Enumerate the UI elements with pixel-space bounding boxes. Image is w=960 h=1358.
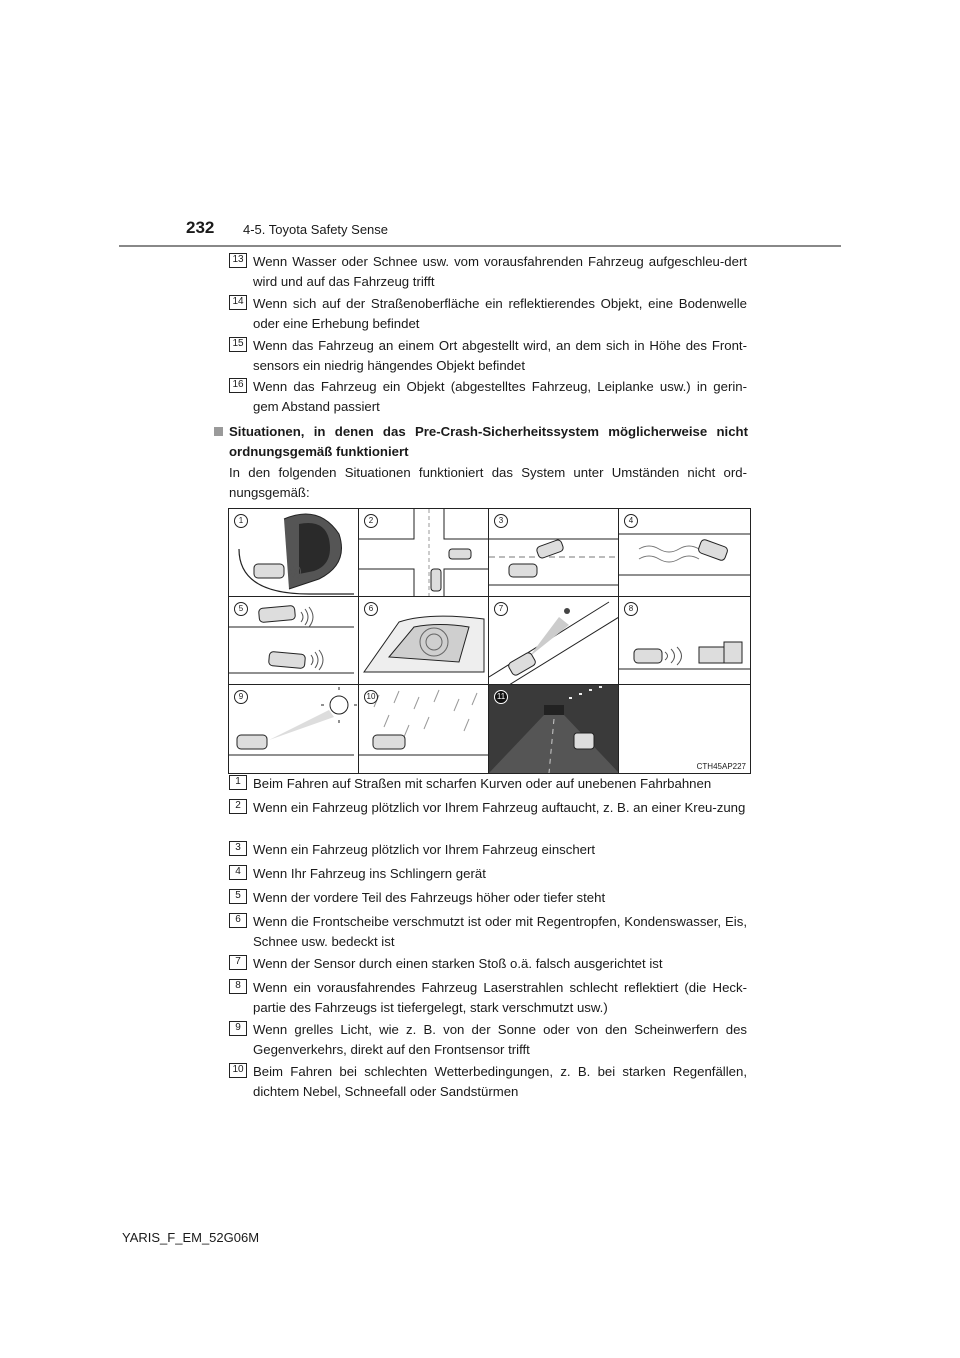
- item-text: Wenn die Frontscheibe verschmutzt ist oder mit Regentropfen, Kondenswasser, Eis, Schnee usw. bedeckt ist: [253, 914, 747, 949]
- item-number: 6: [229, 913, 247, 928]
- list-item: [229, 252, 747, 292]
- item-text: Beim Fahren auf Straßen mit scharfen Kurven oder auf unebenen Fahrbahnen: [253, 776, 712, 791]
- cut-in-illustration: [489, 509, 619, 597]
- item-number: 7: [229, 955, 247, 970]
- item-number: 4: [229, 865, 247, 880]
- vehicle-tilt-illustration: [229, 597, 359, 685]
- list-item: [229, 377, 747, 417]
- intro-paragraph: In den folgenden Situationen funktioniert das System unter Umständen nicht ord-nungsgemäß:: [229, 465, 747, 500]
- list-item: [229, 336, 747, 376]
- list-item: [229, 978, 747, 1018]
- header-rule: [119, 245, 841, 247]
- item-number: 10: [229, 1063, 247, 1078]
- figure-cell: [229, 685, 359, 773]
- item-text: Wenn Ihr Fahrzeug ins Schlingern gerät: [253, 866, 486, 881]
- figure-cell: [359, 597, 489, 685]
- item-number: 15: [229, 337, 247, 352]
- list-item: [229, 888, 747, 908]
- figure-number: 9: [234, 690, 248, 704]
- figure-cell-empty: [619, 685, 750, 773]
- heading-text: Situationen, in denen das Pre-Crash-Sicherheitssystem möglicherweise nicht ordnungsgemäß funktioniert: [229, 424, 748, 459]
- figure-cell: [229, 509, 359, 597]
- list-item: [229, 954, 747, 974]
- figure-number: 5: [234, 602, 248, 616]
- windshield-illustration: [359, 597, 489, 685]
- figure-cell: [489, 509, 619, 597]
- list-item: [229, 294, 747, 334]
- item-text: Wenn der vordere Teil des Fahrzeugs höher oder tiefer steht: [253, 890, 606, 905]
- document-code: YARIS_F_EM_52G06M: [122, 1230, 260, 1245]
- item-text: Wenn das Fahrzeug an einem Ort abgestellt wird, an dem sich in Höhe des Front-sensors ein niedrig hängendes Objekt befindet: [253, 338, 747, 373]
- item-number: 13: [229, 253, 247, 268]
- item-text: Wenn ein Fahrzeug plötzlich vor Ihrem Fahrzeug einschert: [253, 842, 596, 857]
- item-number: 8: [229, 979, 247, 994]
- list-item: [229, 1020, 747, 1060]
- sensor-misalign-illustration: [489, 597, 619, 685]
- list-item: [229, 864, 747, 884]
- bright-sun-illustration: [229, 685, 359, 773]
- list-item: [229, 840, 747, 860]
- figure-number: 3: [494, 514, 508, 528]
- figure-cell: [489, 597, 619, 685]
- skid-illustration: [619, 509, 750, 597]
- item-number: 3: [229, 841, 247, 856]
- figure-number: 8: [624, 602, 638, 616]
- item-text: Beim Fahren bei schlechten Wetterbedingungen, z. B. bei starken Regenfällen, dichtem Nebel, Schneefall oder Sandstürmen: [253, 1064, 747, 1099]
- bad-weather-illustration: [359, 685, 489, 773]
- item-text: Wenn grelles Licht, wie z. B. von der Sonne oder von den Scheinwerfern des Gegenverkehrs, direkt auf den Frontsensor trifft: [253, 1022, 747, 1057]
- low-truck-illustration: [619, 597, 750, 685]
- item-number: 16: [229, 378, 247, 393]
- item-number: 1: [229, 775, 247, 790]
- intersection-illustration: [359, 509, 489, 597]
- item-text: Wenn ein vorausfahrendes Fahrzeug Laserstrahlen schlecht reflektiert (die Heck-partie des Fahrzeugs ist tiefergelegt, stark verschmutzt usw.): [253, 980, 747, 1015]
- item-text: Wenn ein Fahrzeug plötzlich vor Ihrem Fahrzeug auftaucht, z. B. an einer Kreu-zung: [253, 800, 746, 815]
- figure-cell: [489, 685, 619, 773]
- figure-cell: [619, 597, 750, 685]
- figure-cell: [619, 509, 750, 597]
- figure-cell: [359, 509, 489, 597]
- figure-cell: [229, 597, 359, 685]
- list-item: [229, 798, 747, 818]
- curve-road-illustration: [229, 509, 359, 597]
- figure-code: CTH45AP227: [696, 762, 746, 771]
- list-item: [229, 1062, 747, 1102]
- figure-number: 11: [494, 690, 508, 704]
- list-item: [229, 774, 747, 794]
- item-number: 5: [229, 889, 247, 904]
- item-text: Wenn Wasser oder Schnee usw. vom vorausfahrenden Fahrzeug aufgeschleu-dert wird und auf das Fahrzeug trifft: [253, 254, 747, 289]
- figure-number: 7: [494, 602, 508, 616]
- page-number: 232: [186, 218, 215, 237]
- item-text: Wenn der Sensor durch einen starken Stoß o.ä. falsch ausgerichtet ist: [253, 956, 663, 971]
- figure-number: 4: [624, 514, 638, 528]
- item-number: 14: [229, 295, 247, 310]
- figure-number: 2: [364, 514, 378, 528]
- figure-number: 10: [364, 690, 378, 704]
- list-item: [229, 912, 747, 952]
- item-number: 9: [229, 1021, 247, 1036]
- square-bullet-icon: [214, 427, 223, 436]
- tunnel-illustration: [489, 685, 619, 773]
- item-number: 2: [229, 799, 247, 814]
- figure-number: 6: [364, 602, 378, 616]
- situations-figure: [228, 508, 751, 774]
- section-title: 4-5. Toyota Safety Sense: [243, 222, 389, 237]
- item-text: Wenn das Fahrzeug ein Objekt (abgestelltes Fahrzeug, Leiplanke usw.) in gerin-gem Abstand passiert: [253, 379, 747, 414]
- figure-cell: [359, 685, 489, 773]
- item-text: Wenn sich auf der Straßenoberfläche ein reflektierendes Objekt, eine Bodenwelle oder eine Erhebung befindet: [253, 296, 747, 331]
- figure-number: 1: [234, 514, 248, 528]
- section-heading: [214, 422, 748, 462]
